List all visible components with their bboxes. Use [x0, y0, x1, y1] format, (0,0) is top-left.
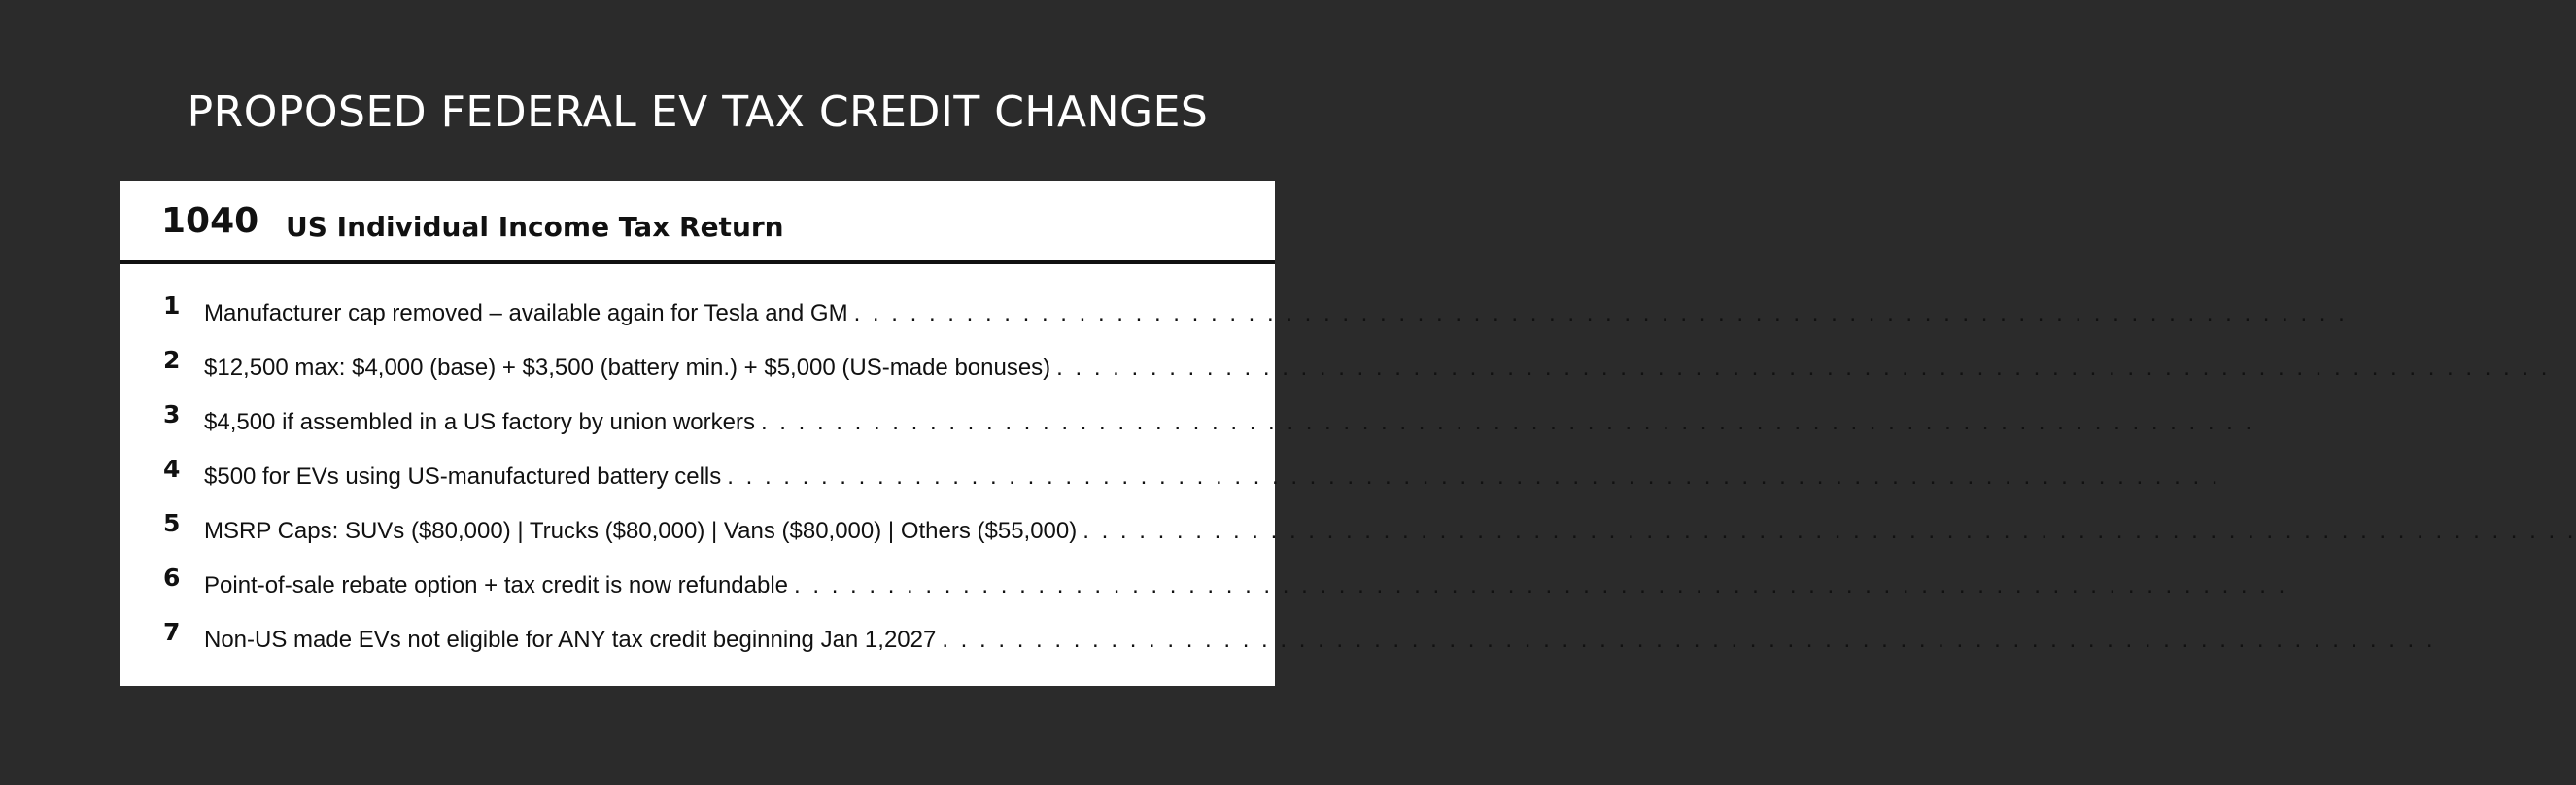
slide-title: PROPOSED FEDERAL EV TAX CREDIT CHANGES	[187, 87, 1209, 137]
line-text: $12,500 max: $4,000 (base) + $3,500 (battery min.) + $5,000 (US-made bonuses)	[204, 355, 1051, 381]
line-text: $4,500 if assembled in a US factory by union workers	[204, 409, 755, 435]
line-number: 3	[163, 400, 181, 428]
tax-form-card	[120, 181, 2576, 686]
dot-leader: . . . . . . . . . . . . . . . . . . . . . . . . . . . . . . . . . . . . . . . . . . . . . . . . . . . . . . . . . . . . . . . . . . . . . . . . . . . . . . . .	[942, 627, 2436, 653]
line-number: 6	[163, 563, 181, 592]
line-number: 2	[163, 346, 181, 374]
line-number: 4	[163, 455, 181, 483]
dot-leader: . . . . . . . . . . . . . . . . . . . . . . . . . . . . . . . . . . . . . . . . . . . . . . . . . . . . . . . . . . . . . . . . . . . . . . . . . . . . . . . .	[794, 572, 2288, 598]
dot-leader: . . . . . . . . . . . . . . . . . . . . . . . . . . . . . . . . . . . . . . . . . . . . . . . . . . . . . . . . . . . . . . . . . . . . . . . . . . . . . . . .	[727, 463, 2221, 490]
line-number: 7	[163, 618, 181, 646]
line-text: Non-US made EVs not eligible for ANY tax credit beginning Jan 1,2027	[204, 627, 937, 653]
dot-leader: . . . . . . . . . . . . . . . . . . . . . . . . . . . . . . . . . . . . . . . . . . . . . . . . . . . . . . . . . . . . . . . . . . . . . . . . . . . . . . . .	[760, 409, 2255, 435]
form-line-5	[120, 505, 2576, 560]
form-header	[120, 181, 1275, 264]
form-name: US Individual Income Tax Return	[286, 211, 784, 243]
form-line-1	[120, 288, 2348, 342]
line-text: Manufacturer cap removed – available again for Tesla and GM	[204, 300, 848, 326]
line-number: 5	[163, 509, 181, 537]
form-line-2	[120, 342, 2551, 396]
line-text: MSRP Caps: SUVs ($80,000) | Trucks ($80,000) | Vans ($80,000) | Others ($55,000)	[204, 518, 1078, 544]
form-line-7	[120, 614, 2436, 668]
dot-leader: . . . . . . . . . . . . . . . . . . . . . . . . . . . . . . . . . . . . . . . . . . . . . . . . . . . . . . . . . . . . . . . . . . . . . . . . . . . . . . . .	[1082, 518, 2576, 544]
dot-leader: . . . . . . . . . . . . . . . . . . . . . . . . . . . . . . . . . . . . . . . . . . . . . . . . . . . . . . . . . . . . . . . . . . . . . . . . . . . . . . . .	[1056, 355, 2551, 381]
form-number: 1040	[161, 201, 259, 241]
line-text: Point-of-sale rebate option + tax credit is now refundable	[204, 572, 789, 598]
line-text: $500 for EVs using US-manufactured battery cells	[204, 463, 722, 490]
form-line-4	[120, 451, 2221, 505]
dot-leader: . . . . . . . . . . . . . . . . . . . . . . . . . . . . . . . . . . . . . . . . . . . . . . . . . . . . . . . . . . . . . . . . . . . . . . . . . . . . . . . .	[853, 300, 2348, 326]
form-line-3	[120, 396, 2255, 451]
line-number: 1	[163, 291, 181, 320]
form-lines	[120, 288, 2576, 668]
form-line-6	[120, 560, 2288, 614]
